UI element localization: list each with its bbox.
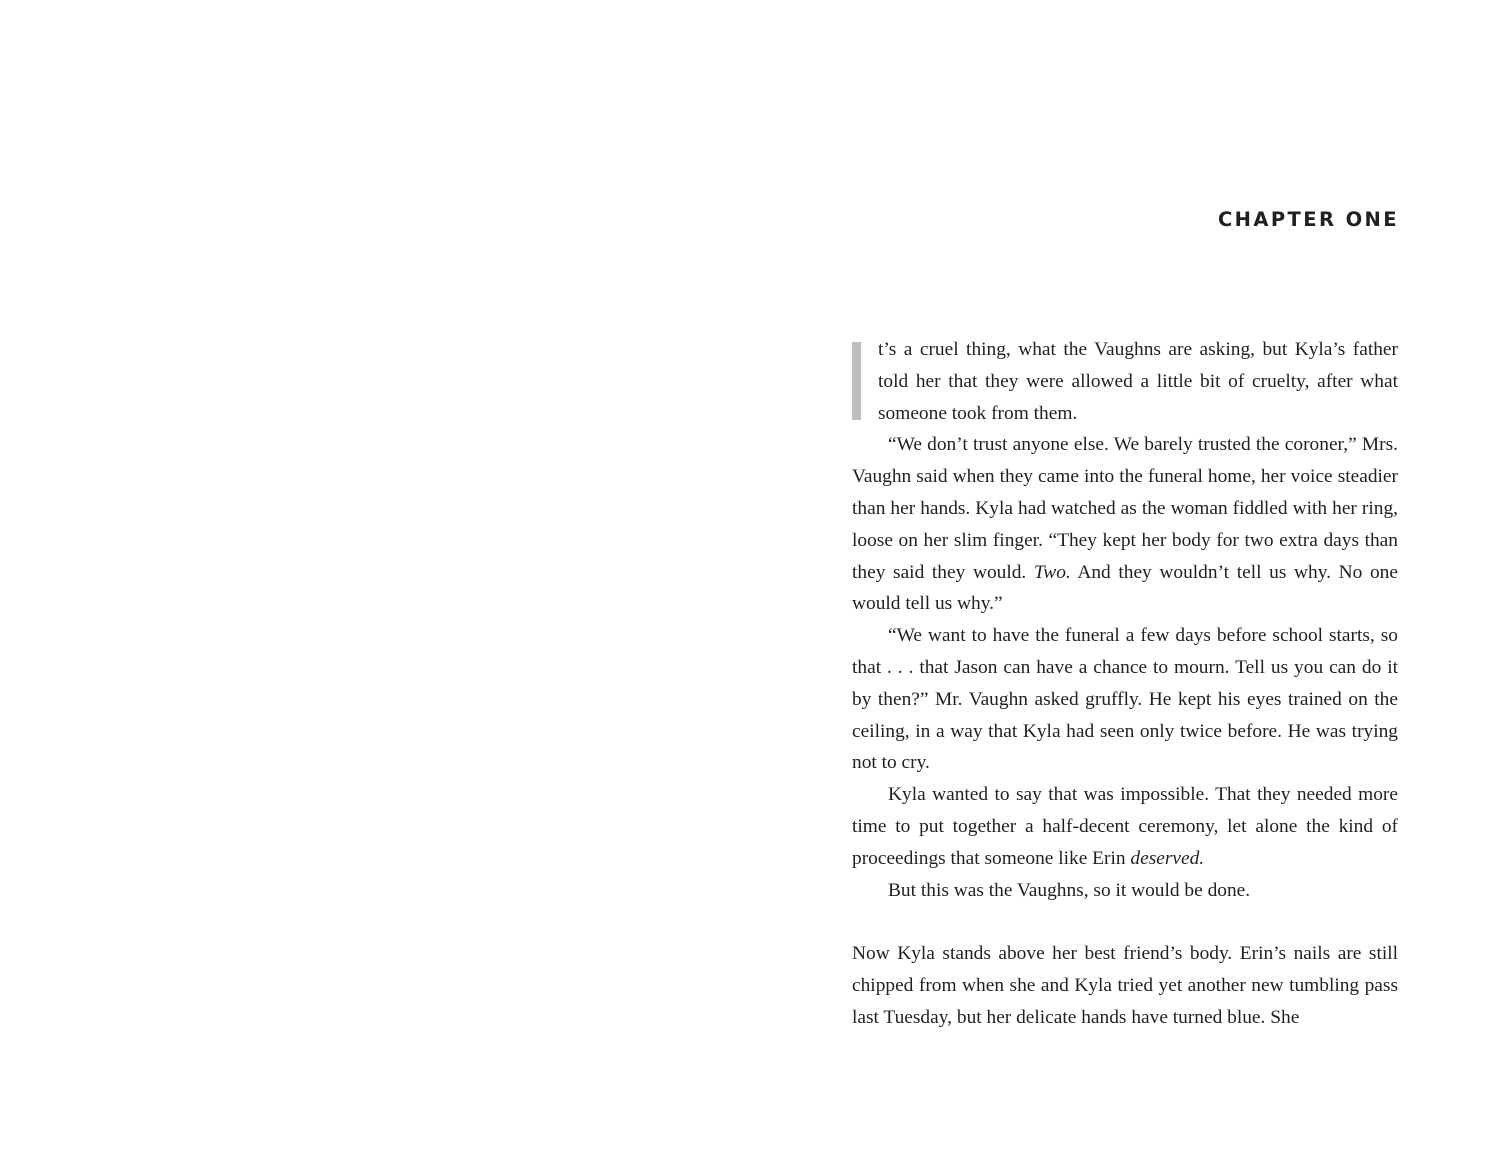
opening-paragraph xyxy=(852,334,1398,429)
emphasis-deserved: deserved. xyxy=(1130,847,1205,869)
chapter-heading: CHAPTER ONE xyxy=(1217,208,1399,231)
paragraph-kyla-wanted: Kyla wanted to say that was impossible. That they needed more time to put together a half-decent ceremony, let alone the kind of proceedings that someone like Erin deserved. xyxy=(852,784,1398,869)
paragraph-vaughns-done: But this was the Vaughns, so it would be done. xyxy=(888,879,1251,901)
chapter-body xyxy=(852,334,1398,1034)
paragraph-now-kyla: Now Kyla stands above her best friend’s body. Erin’s nails are still chipped from when she and Kyla tried yet another new tumbling pass last Tuesday, but her delicate hands have turned blue. She xyxy=(852,943,1398,1028)
opening-paragraph-text: t’s a cruel thing, what the Vaughns are asking, but Kyla’s father told her that they were allowed a little bit of cruelty, after what someone took from them. xyxy=(878,339,1398,424)
emphasis-two: Two. xyxy=(1033,561,1071,583)
paragraph-mr-vaughn: “We want to have the funeral a few days before school starts, so that . . . that Jason can have a chance to mourn. Tell us you can do it by then?” Mr. Vaughn asked gruffly. He kept his eyes trained on the ceiling, in a way that Kyla had seen only twice before. He was trying not to cry. xyxy=(852,625,1398,774)
drop-cap-letter xyxy=(852,342,861,420)
paragraph-mrs-vaughn: “We don’t trust anyone else. We barely trusted the coroner,” Mrs. Vaughn said when they came into the funeral home, her voice steadier than her hands. Kyla had watched as the woman fiddled with her ring, loose on her slim finger. “They kept her body for two extra days than they said they would. Two. And they wouldn’t tell us why. No one would tell us why.” xyxy=(852,434,1398,615)
